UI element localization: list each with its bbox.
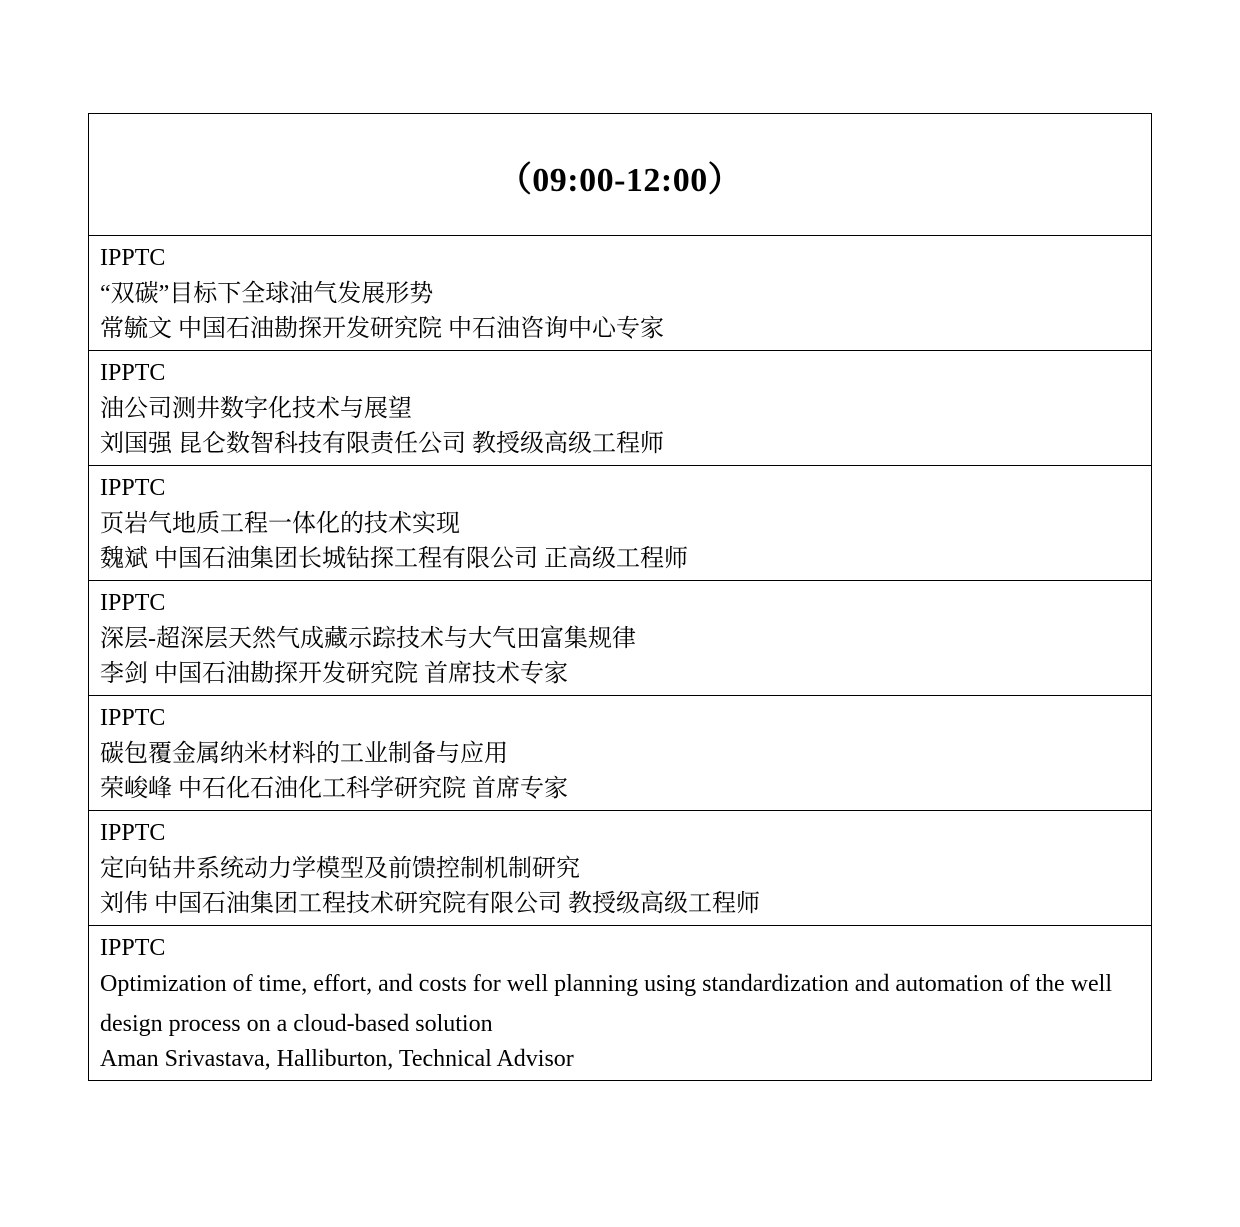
session-header xyxy=(89,114,1151,236)
talk-code: IPPTC xyxy=(100,935,166,961)
talk-title: 碳包覆金属纳米材料的工业制备与应用 xyxy=(100,741,508,767)
talk-row xyxy=(89,811,1151,926)
talk-title: Optimization of time, effort, and costs for well planning using standardization and automation of the well design process on a cloud-based solution xyxy=(100,971,1112,1037)
talk-code: IPPTC xyxy=(100,475,166,501)
talk-speaker: 李剑 中国石油勘探开发研究院 首席技术专家 xyxy=(100,661,568,687)
talk-speaker: 刘伟 中国石油集团工程技术研究院有限公司 教授级高级工程师 xyxy=(100,891,760,917)
talk-title: “双碳”目标下全球油气发展形势 xyxy=(100,281,434,307)
talk-code: IPPTC xyxy=(100,360,166,386)
talk-row xyxy=(89,581,1151,696)
session-time: （09:00-12:00） xyxy=(497,162,743,199)
talk-code: IPPTC xyxy=(100,820,166,846)
talk-row xyxy=(89,236,1151,351)
talk-speaker: 常毓文 中国石油勘探开发研究院 中石油咨询中心专家 xyxy=(100,316,664,342)
talk-speaker: 刘国强 昆仑数智科技有限责任公司 教授级高级工程师 xyxy=(100,431,664,457)
talk-code: IPPTC xyxy=(100,245,166,271)
talk-title: 定向钻井系统动力学模型及前馈控制机制研究 xyxy=(100,856,580,882)
talk-title: 深层-超深层天然气成藏示踪技术与大气田富集规律 xyxy=(100,626,636,652)
talk-code: IPPTC xyxy=(100,590,166,616)
talk-row xyxy=(89,696,1151,811)
talk-title: 页岩气地质工程一体化的技术实现 xyxy=(100,511,460,537)
talk-title: 油公司测井数字化技术与展望 xyxy=(100,396,412,422)
talk-speaker: 魏斌 中国石油集团长城钻探工程有限公司 正高级工程师 xyxy=(100,546,688,572)
talk-row xyxy=(89,466,1151,581)
talk-row xyxy=(89,926,1151,1080)
talk-speaker: 荣峻峰 中石化石油化工科学研究院 首席专家 xyxy=(100,776,568,802)
schedule-table xyxy=(88,113,1152,1081)
talk-row xyxy=(89,351,1151,466)
talk-speaker: Aman Srivastava, Halliburton, Technical Advisor xyxy=(100,1046,574,1072)
talk-code: IPPTC xyxy=(100,705,166,731)
